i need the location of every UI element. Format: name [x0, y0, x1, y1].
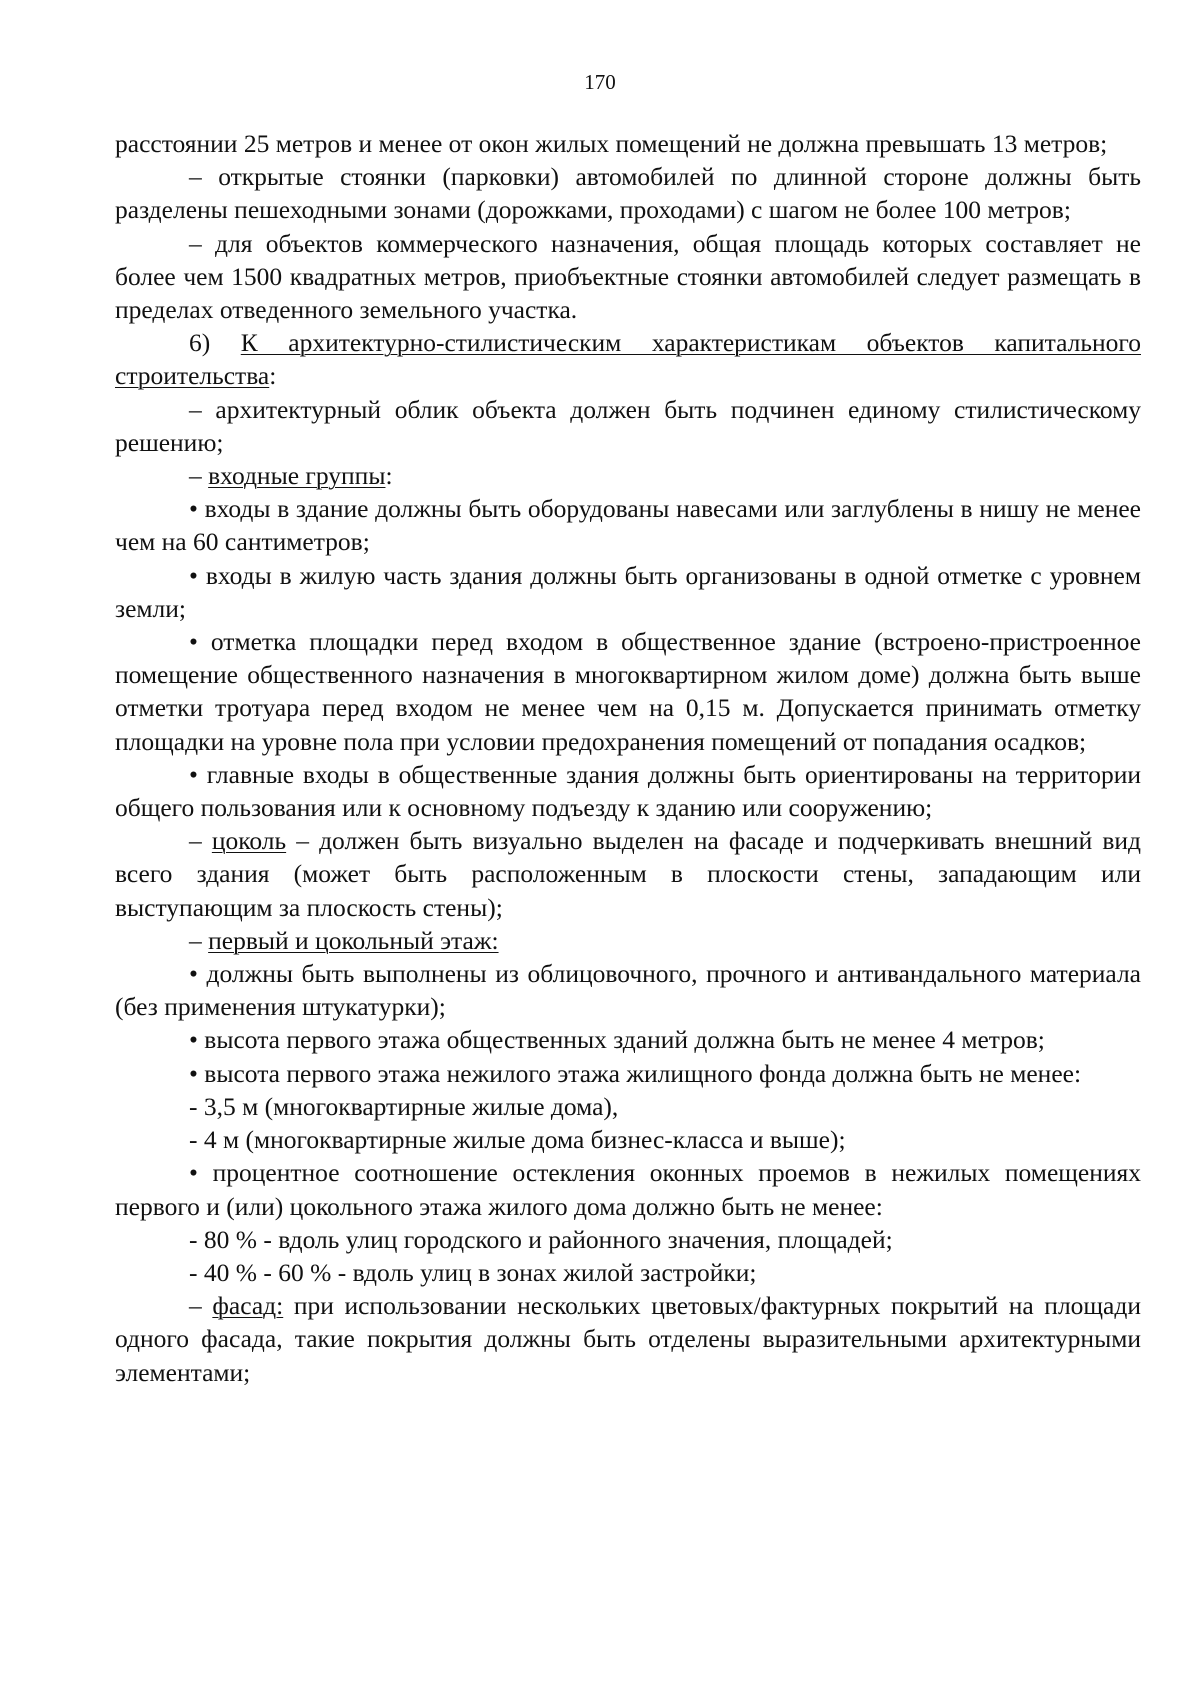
bullet-item: • входы в здание должны быть оборудованы навесами или заглублены в нишу не менее чем на 60 сантиметров;	[115, 494, 1141, 557]
bullet-item: • главные входы в общественные здания должны быть ориентированы на территории общего пользования или к основному подъезду к зданию или сооружению;	[115, 759, 1141, 823]
list-item: - 3,5 м (многоквартирные жилые дома),	[189, 1091, 619, 1121]
heading-underlined: К архитектурно-стилистическим характеристикам объектов капитального строительства	[115, 328, 1141, 391]
subheading-suffix: при использовании нескольких цветовых/фактурных покрытий на площади одного фасада, такие покрытия должны быть отделены выразительными архитектурными элементами;	[115, 1291, 1141, 1387]
subheading	[115, 924, 1141, 957]
subheading-underlined: фасад:	[212, 1291, 284, 1321]
subheading-prefix: –	[189, 826, 212, 856]
list-item: - 80 % - вдоль улиц городского и районного значения, площадей;	[189, 1224, 893, 1254]
body-text	[115, 127, 1141, 1389]
subheading-underlined: цоколь	[211, 826, 287, 856]
subheading-suffix: – должен быть визуально выделен на фасаде и подчеркивать внешний вид всего здания (может быть расположенным в плоскости стены, западающим или выступающим за плоскость стены);	[115, 826, 1141, 922]
page-number: 170	[584, 70, 616, 94]
paragraph: – для объектов коммерческого назначения, общая площадь которых составляет не более чем 1500 квадратных метров, приобъектные стоянки автомобилей следует размещать в пределах отведенного земельного участка.	[115, 228, 1141, 325]
paragraph: – архитектурный облик объекта должен быть подчинен единому стилистическому решению;	[115, 394, 1141, 457]
subheading	[115, 1289, 1141, 1389]
list-item: - 40 % - 60 % - вдоль улиц в зонах жилой застройки;	[189, 1257, 757, 1287]
subheading-suffix: :	[385, 461, 393, 491]
section-heading	[115, 326, 1141, 392]
subheading-prefix: –	[189, 461, 209, 491]
subheading-underlined: входные группы	[208, 461, 386, 491]
subheading	[115, 824, 1141, 924]
subheading-underlined: первый и цокольный этаж:	[208, 925, 499, 955]
bullet-item: • процентное соотношение остекления оконных проемов в нежилых помещениях первого и (или) цокольного этажа жилого дома должно быть не менее:	[115, 1158, 1141, 1221]
heading-suffix: :	[269, 361, 277, 391]
paragraph: расстоянии 25 метров и менее от окон жилых помещений не должна превышать 13 метров;	[115, 129, 1108, 158]
bullet-item: • отметка площадки перед входом в общественное здание (встроено-пристроенное помещение общественного назначения в многоквартирном жилом доме) должна быть выше отметки тротуара перед входом не менее чем на 0,15 м. Допускается принимать отметку площадки на уровне пола при условии предохранения помещений от попадания осадков;	[115, 627, 1141, 756]
list-item: - 4 м (многоквартирные жилые дома бизнес-класса и выше);	[189, 1125, 846, 1155]
bullet-item: • входы в жилую часть здания должны быть организованы в одной отметке с уровнем земли;	[115, 560, 1141, 623]
bullet-item: • высота первого этажа общественных зданий должна быть не менее 4 метров;	[189, 1025, 1045, 1055]
bullet-item: • должны быть выполнены из облицовочного, прочного и антивандального материала (без применения штукатурки);	[115, 959, 1141, 1022]
paragraph: – открытые стоянки (парковки) автомобилей по длинной стороне должны быть разделены пешеходными зонами (дорожками, проходами) с шагом не более 100 метров;	[115, 162, 1141, 225]
subheading-prefix: –	[189, 925, 209, 955]
heading-prefix: 6)	[189, 328, 241, 358]
bullet-item: • высота первого этажа нежилого этажа жилищного фонда должна быть не менее:	[189, 1058, 1082, 1088]
subheading-prefix: –	[189, 1291, 213, 1321]
subheading	[115, 459, 1141, 492]
